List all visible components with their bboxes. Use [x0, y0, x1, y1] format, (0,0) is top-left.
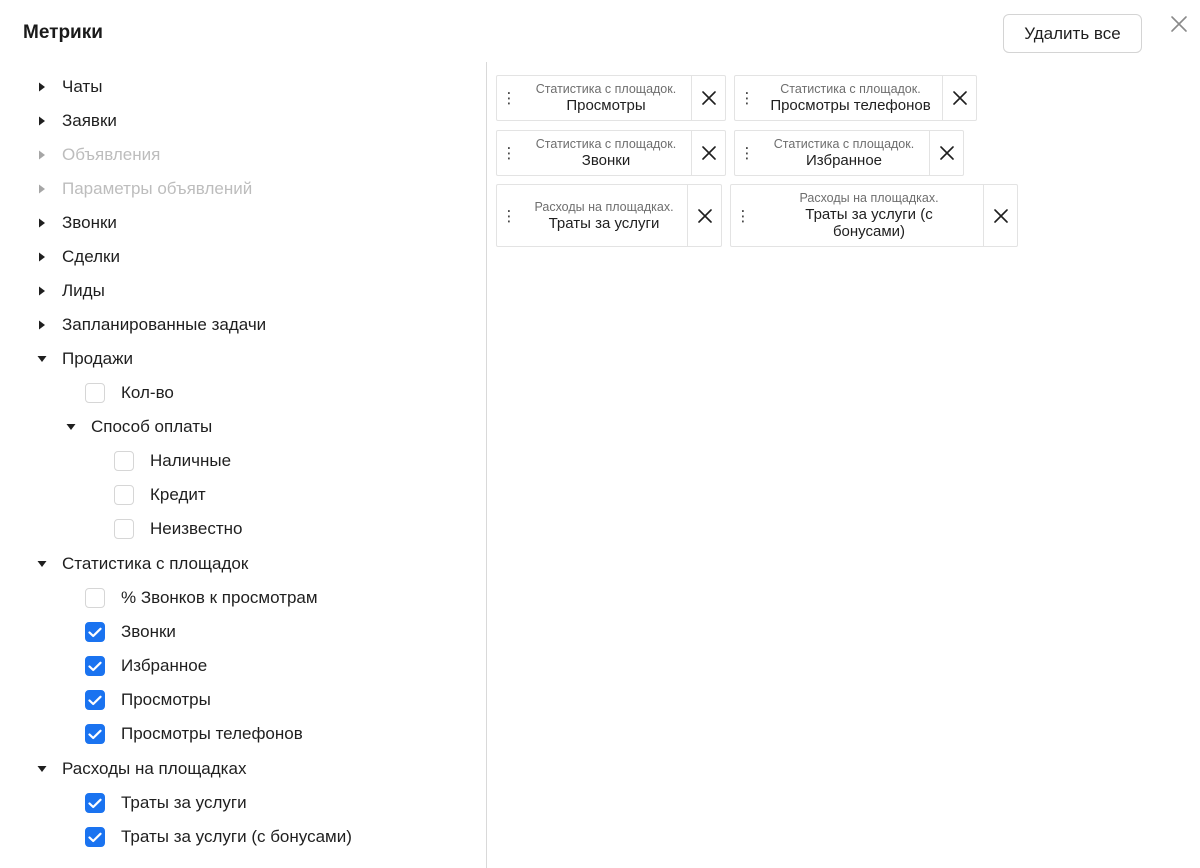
checkbox-checked[interactable]: [85, 622, 105, 642]
chip-body: [759, 131, 929, 175]
remove-icon[interactable]: [691, 76, 725, 120]
tree-label: Расходы на площадках: [62, 759, 247, 778]
checkbox-checked[interactable]: [85, 724, 105, 744]
tree-label: Параметры объявлений: [62, 179, 253, 198]
checkmark-icon: [88, 627, 102, 638]
tree-group-leads[interactable]: [36, 274, 105, 308]
tree-group-ads[interactable]: [36, 138, 160, 172]
metric-chip[interactable]: [496, 130, 726, 176]
drag-handle-icon[interactable]: ⋮: [739, 145, 755, 162]
drag-handle-icon[interactable]: ⋮: [501, 90, 517, 107]
tree-group-chats[interactable]: [36, 70, 102, 104]
checkbox-checked[interactable]: [85, 793, 105, 813]
caret-right-icon: [36, 217, 48, 229]
checkbox[interactable]: [114, 451, 134, 471]
chip-name: Избранное: [805, 152, 883, 169]
tree-group-requests[interactable]: [36, 104, 117, 138]
tree-item-unknown[interactable]: [114, 512, 242, 546]
metric-chip[interactable]: [496, 184, 722, 247]
caret-right-icon: [36, 251, 48, 263]
checkbox[interactable]: [114, 485, 134, 505]
tree-label: Способ оплаты: [91, 417, 213, 436]
tree-group-calls[interactable]: [36, 206, 117, 240]
checkmark-icon: [88, 695, 102, 706]
metric-chip[interactable]: [730, 184, 1018, 247]
tree-label: Избранное: [121, 656, 208, 675]
caret-right-icon: [36, 285, 48, 297]
tree-label: Сделки: [62, 247, 120, 266]
tree-item-phone-views[interactable]: [85, 717, 303, 751]
caret-down-icon: [36, 353, 48, 365]
tree-label: Статистика с площадок: [62, 554, 249, 573]
tree-group-sales[interactable]: [36, 342, 133, 376]
remove-icon[interactable]: [687, 185, 721, 246]
chip-name: Траты за услуги: [548, 214, 660, 232]
panel-divider: [486, 62, 487, 868]
tree-item-views[interactable]: [85, 683, 211, 717]
tree-item-credit[interactable]: [114, 478, 206, 512]
remove-icon[interactable]: [983, 185, 1017, 246]
checkbox[interactable]: [114, 519, 134, 539]
tree-label: Запланированные задачи: [62, 315, 267, 334]
tree-group-scheduled-tasks[interactable]: [36, 308, 266, 342]
tree-label: Траты за услуги (с бонусами): [121, 827, 352, 846]
tree-label: Кол-во: [121, 383, 174, 402]
tree-item-service-costs[interactable]: [85, 786, 247, 820]
chip-category: Статистика с площадок.: [535, 137, 677, 151]
chip-body: [521, 131, 691, 175]
tree-label: Звонки: [121, 622, 176, 641]
chip-body: [759, 76, 942, 120]
drag-handle-icon[interactable]: ⋮: [739, 90, 755, 107]
checkbox-checked[interactable]: [85, 827, 105, 847]
chip-body: [521, 185, 687, 246]
tree-label: Неизвестно: [150, 519, 243, 538]
checkbox-checked[interactable]: [85, 656, 105, 676]
chip-category: Статистика с площадок.: [780, 82, 921, 96]
chip-body: [755, 185, 983, 246]
remove-icon[interactable]: [942, 76, 976, 120]
remove-icon[interactable]: [929, 131, 963, 175]
drag-handle-icon[interactable]: ⋮: [501, 145, 517, 162]
tree-label: Звонки: [62, 213, 117, 232]
drag-handle-icon[interactable]: ⋮: [501, 207, 517, 225]
caret-down-icon: [65, 421, 77, 433]
page-title: Метрики: [23, 22, 103, 43]
close-icon[interactable]: [1168, 13, 1190, 35]
tree-label: Чаты: [62, 77, 103, 96]
chip-name: Траты за услуги (с бонусами): [805, 206, 933, 240]
caret-down-icon: [36, 763, 48, 775]
tree-label: Объявления: [62, 145, 161, 164]
chip-category: Расходы на площадках.: [534, 199, 674, 214]
delete-all-button[interactable]: Удалить все: [1003, 14, 1142, 53]
tree-label: Лиды: [62, 281, 105, 300]
tree-label: Заявки: [62, 111, 117, 130]
tree-group-payment-method[interactable]: [65, 410, 212, 444]
tree-label: Кредит: [150, 485, 206, 504]
tree-item-quantity[interactable]: [85, 376, 174, 410]
tree-item-cash[interactable]: [114, 444, 231, 478]
checkmark-icon: [88, 832, 102, 843]
caret-right-icon: [36, 81, 48, 93]
drag-handle-icon[interactable]: ⋮: [735, 207, 751, 225]
checkbox-checked[interactable]: [85, 690, 105, 710]
metric-chip[interactable]: [734, 75, 977, 121]
checkbox[interactable]: [85, 383, 105, 403]
checkmark-icon: [88, 798, 102, 809]
tree-group-ad-params[interactable]: [36, 172, 252, 206]
remove-icon[interactable]: [691, 131, 725, 175]
tree-item-favorites[interactable]: [85, 649, 207, 683]
chip-category: Статистика с площадок.: [773, 137, 915, 151]
chip-name: Просмотры: [566, 97, 646, 114]
chip-name: Просмотры телефонов: [770, 97, 931, 114]
caret-right-icon: [36, 183, 48, 195]
caret-right-icon: [36, 319, 48, 331]
checkmark-icon: [88, 729, 102, 740]
caret-down-icon: [36, 558, 48, 570]
chip-body: [521, 76, 691, 120]
tree-group-deals[interactable]: [36, 240, 120, 274]
checkbox[interactable]: [85, 588, 105, 608]
tree-label: Наличные: [150, 451, 232, 470]
tree-label: Продажи: [62, 349, 133, 368]
tree-group-platform-stats[interactable]: [36, 547, 248, 581]
tree-label: Траты за услуги: [121, 793, 247, 812]
caret-right-icon: [36, 149, 48, 161]
chip-category: Статистика с площадок.: [535, 82, 677, 96]
tree-group-platform-costs[interactable]: [36, 752, 246, 786]
chip-name: Звонки: [581, 152, 631, 169]
metric-chip[interactable]: [496, 75, 726, 121]
chip-category: Расходы на площадках.: [799, 191, 939, 205]
caret-right-icon: [36, 115, 48, 127]
tree-label: % Звонков к просмотрам: [121, 588, 318, 607]
tree-item-calls-to-views[interactable]: [85, 581, 318, 615]
checkmark-icon: [88, 661, 102, 672]
tree-item-calls[interactable]: [85, 615, 176, 649]
metric-chip[interactable]: [734, 130, 964, 176]
tree-label: Просмотры: [121, 690, 211, 709]
tree-item-service-costs-bonus[interactable]: [85, 820, 352, 854]
tree-label: Просмотры телефонов: [121, 724, 303, 743]
